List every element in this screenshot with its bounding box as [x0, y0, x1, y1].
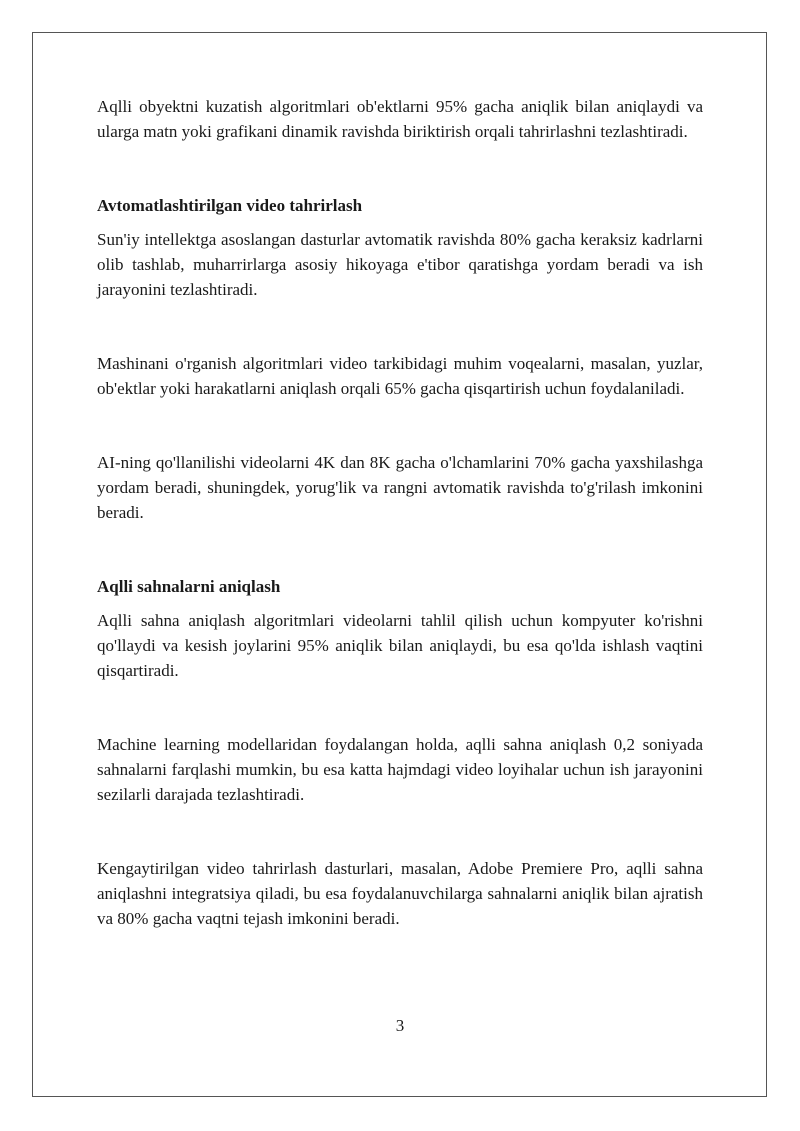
section-heading-automated-editing: Avtomatlashtirilgan video tahrirlash [97, 196, 363, 215]
page-number: 3 [395, 1016, 405, 1035]
paragraph-resolution-upscale: AI-ning qo'llanilishi videolarni 4K dan 8K gacha o'lchamlarini 70% gacha yaxshilashga yordam beradi, shuningdek, yorug'lik va rangni avtomatik ravishda to'g'rilash imkonini beradi. [97, 453, 703, 522]
paragraph-frame-removal: Sun'iy intellektga asoslangan dasturlar avtomatik ravishda 80% gacha keraksiz kadrlarni olib tashlab, muharrirlarga asosiy hikoyaga e'tibor qaratishga yordam beradi va ish jarayonini tezlashtiradi. [97, 230, 703, 299]
paragraph-machine-learning: Machine learning modellaridan foydalangan holda, aqlli sahna aniqlash 0,2 soniyada sahnalarni farqlashi mumkin, bu esa katta hajmdagi video loyihalar uchun ish jarayonini sezilarli darajada tezlashtiradi. [97, 735, 703, 804]
paragraph-premiere-pro: Kengaytirilgan video tahrirlash dasturlari, masalan, Adobe Premiere Pro, aqlli sahna aniqlashni integratsiya qiladi, bu esa foydalanuvchilarga sahnalarni aniqlik bilan ajratish va 80% gacha vaqtni tejash imkonini beradi. [97, 859, 703, 928]
document-body [97, 94, 703, 931]
paragraph-event-detection: Mashinani o'rganish algoritmlari video tarkibidagi muhim voqealarni, masalan, yuzlar, ob'ektlar yoki harakatlarni aniqlash orqali 65% gacha qisqartirish uchun foydalaniladi. [97, 354, 703, 398]
paragraph-object-tracking: Aqlli obyektni kuzatish algoritmlari ob'ektlarni 95% gacha aniqlik bilan aniqlaydi va ularga matn yoki grafikani dinamik ravishda biriktirish orqali tahrirlashni tezlashtiradi. [97, 97, 703, 141]
section-heading-scene-detection: Aqlli sahnalarni aniqlash [97, 577, 281, 596]
paragraph-computer-vision: Aqlli sahna aniqlash algoritmlari videolarni tahlil qilish uchun kompyuter ko'rishni qo'llaydi va kesish joylarini 95% aniqlik bilan aniqlaydi, bu esa qo'lda ishlash vaqtini qisqartiradi. [97, 611, 703, 680]
